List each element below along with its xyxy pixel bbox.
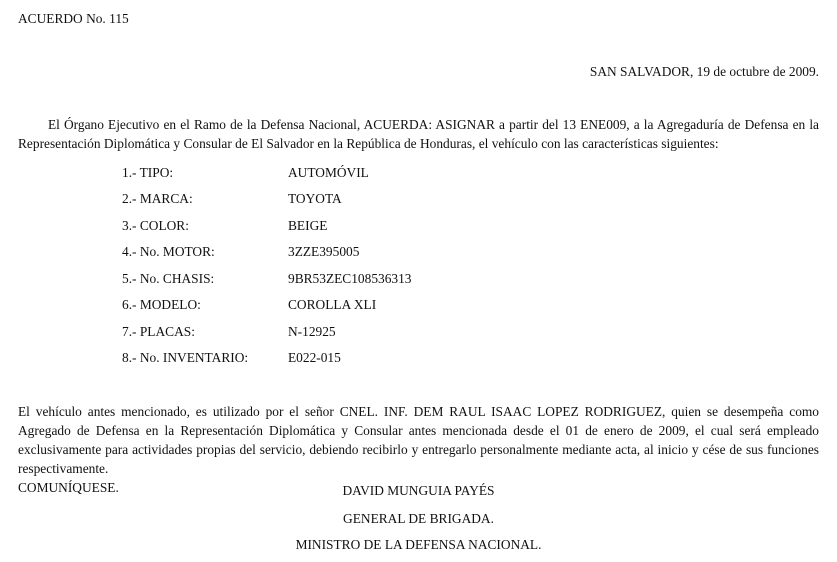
item-value: COROLLA XLI <box>288 297 377 313</box>
acuerdo-number: ACUERDO No. 115 <box>18 11 129 26</box>
item-label: 8.- No. INVENTARIO: <box>122 350 249 366</box>
item-label: 5.- No. CHASIS: <box>122 270 215 286</box>
item-label: 1.- TIPO: <box>122 164 174 180</box>
item-label: 2.- MARCA: <box>122 191 193 207</box>
item-value: BEIGE <box>288 217 328 233</box>
list-item <box>122 293 412 320</box>
item-value: E022-015 <box>288 350 341 366</box>
item-value: 3ZZE395005 <box>288 244 360 260</box>
place-date: SAN SALVADOR, 19 de octubre de 2009. <box>589 64 819 79</box>
item-value: TOYOTA <box>288 191 342 207</box>
list-item <box>122 187 412 214</box>
list-item <box>122 319 412 346</box>
item-label: 3.- COLOR: <box>122 217 189 233</box>
signatory-name: DAVID MUNGUIA PAYÉS <box>342 483 495 498</box>
signatory-rank: GENERAL DE BRIGADA. <box>343 511 494 526</box>
item-value: AUTOMÓVIL <box>288 164 369 180</box>
list-item <box>122 240 412 267</box>
signatory-title: MINISTRO DE LA DEFENSA NACIONAL. <box>295 537 542 552</box>
intro-paragraph: El Órgano Ejecutivo en el Ramo de la Defensa Nacional, ACUERDA: ASIGNAR a partir del 13 ENE009, a la Agregaduría de Defensa en la Representación Diplomática y Consular de El Salvador en la República de Honduras, el vehículo con las características siguientes: <box>18 117 819 151</box>
list-item <box>122 346 412 373</box>
list-item <box>122 213 412 240</box>
item-value: N-12925 <box>288 323 336 339</box>
list-item <box>122 266 412 293</box>
item-label: 6.- MODELO: <box>122 297 201 313</box>
list-item <box>122 160 412 187</box>
vehicle-characteristics-list <box>122 160 412 372</box>
body-text: El vehículo antes mencionado, es utilizado por el señor CNEL. INF. DEM RAUL ISAAC LOPEZ RODRIGUEZ, quien se desempeña como Agregado de Defensa en la Representación Diplomática y Consular antes mencionada desde el 01 de enero de 2009, el cual será empleado exclusivamente para actividades propias del servicio, debiendo recibirlo y entregarlo personalmente mediante acta, al inicio y cése de sus funciones respectivamente. <box>18 404 819 476</box>
closing-text: COMUNÍQUESE. <box>18 480 119 495</box>
item-value: 9BR53ZEC108536313 <box>288 270 412 286</box>
item-label: 4.- No. MOTOR: <box>122 244 215 260</box>
item-label: 7.- PLACAS: <box>122 323 195 339</box>
